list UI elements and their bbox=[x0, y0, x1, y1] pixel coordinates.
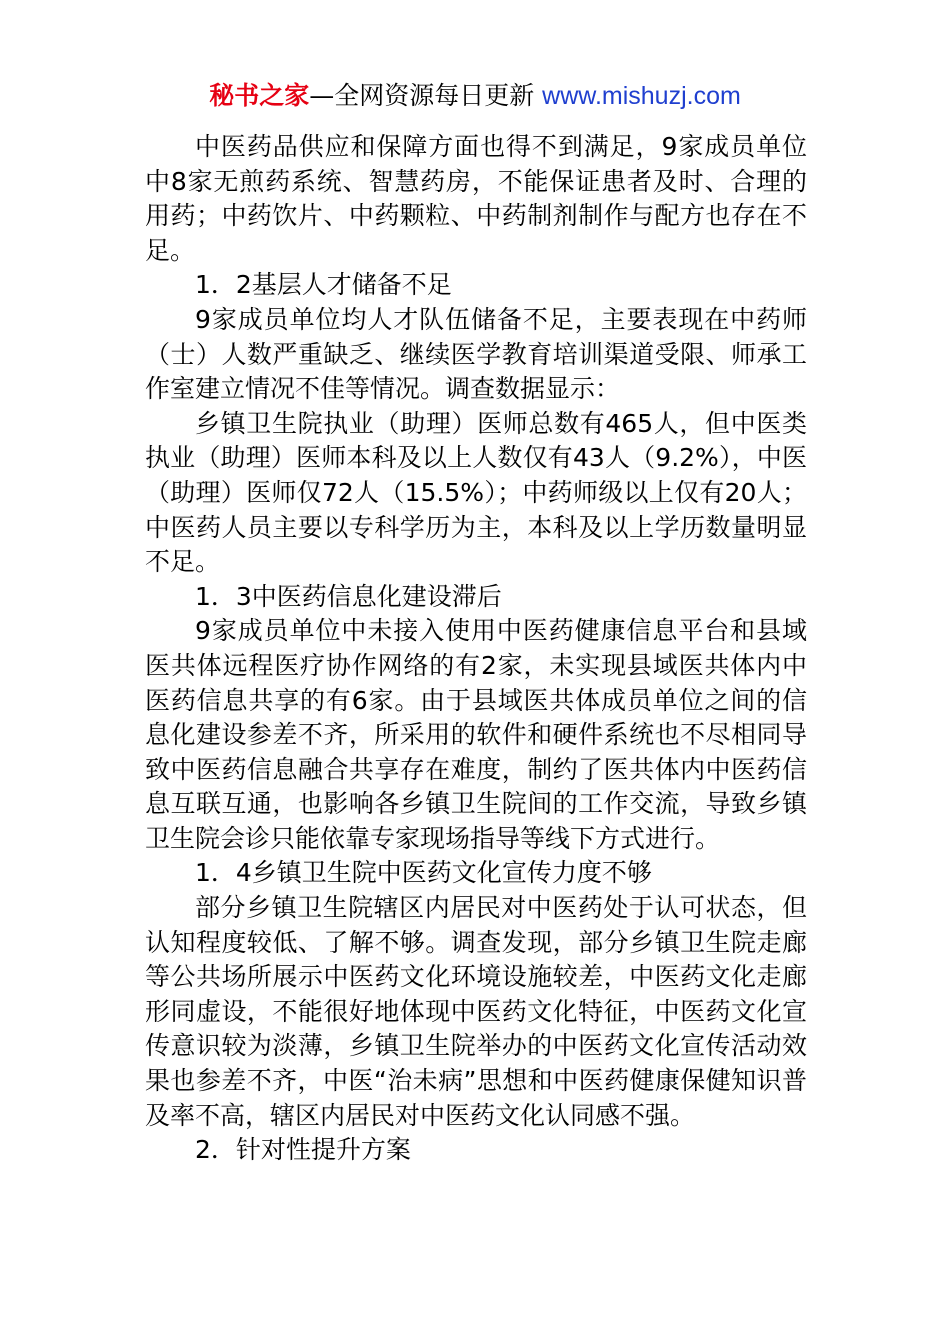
heading-1-2-talent-reserve: 1．2基层人才储备不足 bbox=[195, 270, 452, 300]
paragraph-culture-promotion: 部分乡镇卫生院辖区内居民对中医药处于认可状态，但认知程度较低、了解不够。调查发现，部分乡镇卫生院走廊等公共场所展示中医药文化环境设施较差，中医药文化走廊形同虚设，不能很好地体现中医药文化特征，中医药文化宣传意识较为淡薄，乡镇卫生院举办的中医药文化宣传活动效果也参差不齐，中医“治未病”思想和中医药健康保健知识普及率不高，辖区内居民对中医药文化认同感不强。 bbox=[145, 893, 807, 1130]
paragraph-informatization-lag: 9家成员单位中未接入使用中医药健康信息平台和县域医共体远程医疗协作网络的有2家，未实现县域医共体内中医药信息共享的有6家。由于县域医共体成员单位之间的信息化建设参差不齐，所采用的软件和硬件系统也不尽相同导致中医药信息融合共享存在难度，制约了医共体内中医药信息互联互通，也影响各乡镇卫生院间的工作交流，导致乡镇卫生院会诊只能依靠专家现场指导等线下方式进行。 bbox=[145, 616, 807, 853]
site-brand: 秘书之家 bbox=[209, 81, 310, 110]
site-tagline: —全网资源每日更新 bbox=[309, 81, 543, 110]
paragraph-survey-data: 乡镇卫生院执业（助理）医师总数有465人，但中医类执业（助理）医师本科及以上人数仅有43人（9.2%），中医（助理）医师仅72人（15.5%）；中药师级以上仅有20人；中医药人员主要以专科学历为主，本科及以上学历数量明显不足。 bbox=[145, 408, 807, 577]
paragraph-medicine-supply: 中医药品供应和保障方面也得不到满足，9家成员单位中8家无煎药系统、智慧药房，不能保证患者及时、合理的用药；中药饮片、中药颗粒、中药制剂制作与配方也存在不足。 bbox=[145, 132, 807, 265]
site-header bbox=[0, 78, 950, 114]
heading-1-3-informatization: 1．3中医药信息化建设滞后 bbox=[195, 581, 502, 611]
heading-1-4-culture-promotion: 1．4乡镇卫生院中医药文化宣传力度不够 bbox=[195, 858, 652, 888]
paragraph-talent-shortage: 9家成员单位均人才队伍储备不足，主要表现在中药师（士）人数严重缺乏、继续医学教育培训渠道受限、师承工作室建立情况不佳等情况。调查数据显示： bbox=[145, 304, 807, 404]
document-body bbox=[145, 130, 807, 1168]
site-url-link[interactable]: www.mishuzj.com bbox=[542, 82, 741, 110]
heading-2-improvement-plan: 2．针对性提升方案 bbox=[195, 1135, 411, 1165]
